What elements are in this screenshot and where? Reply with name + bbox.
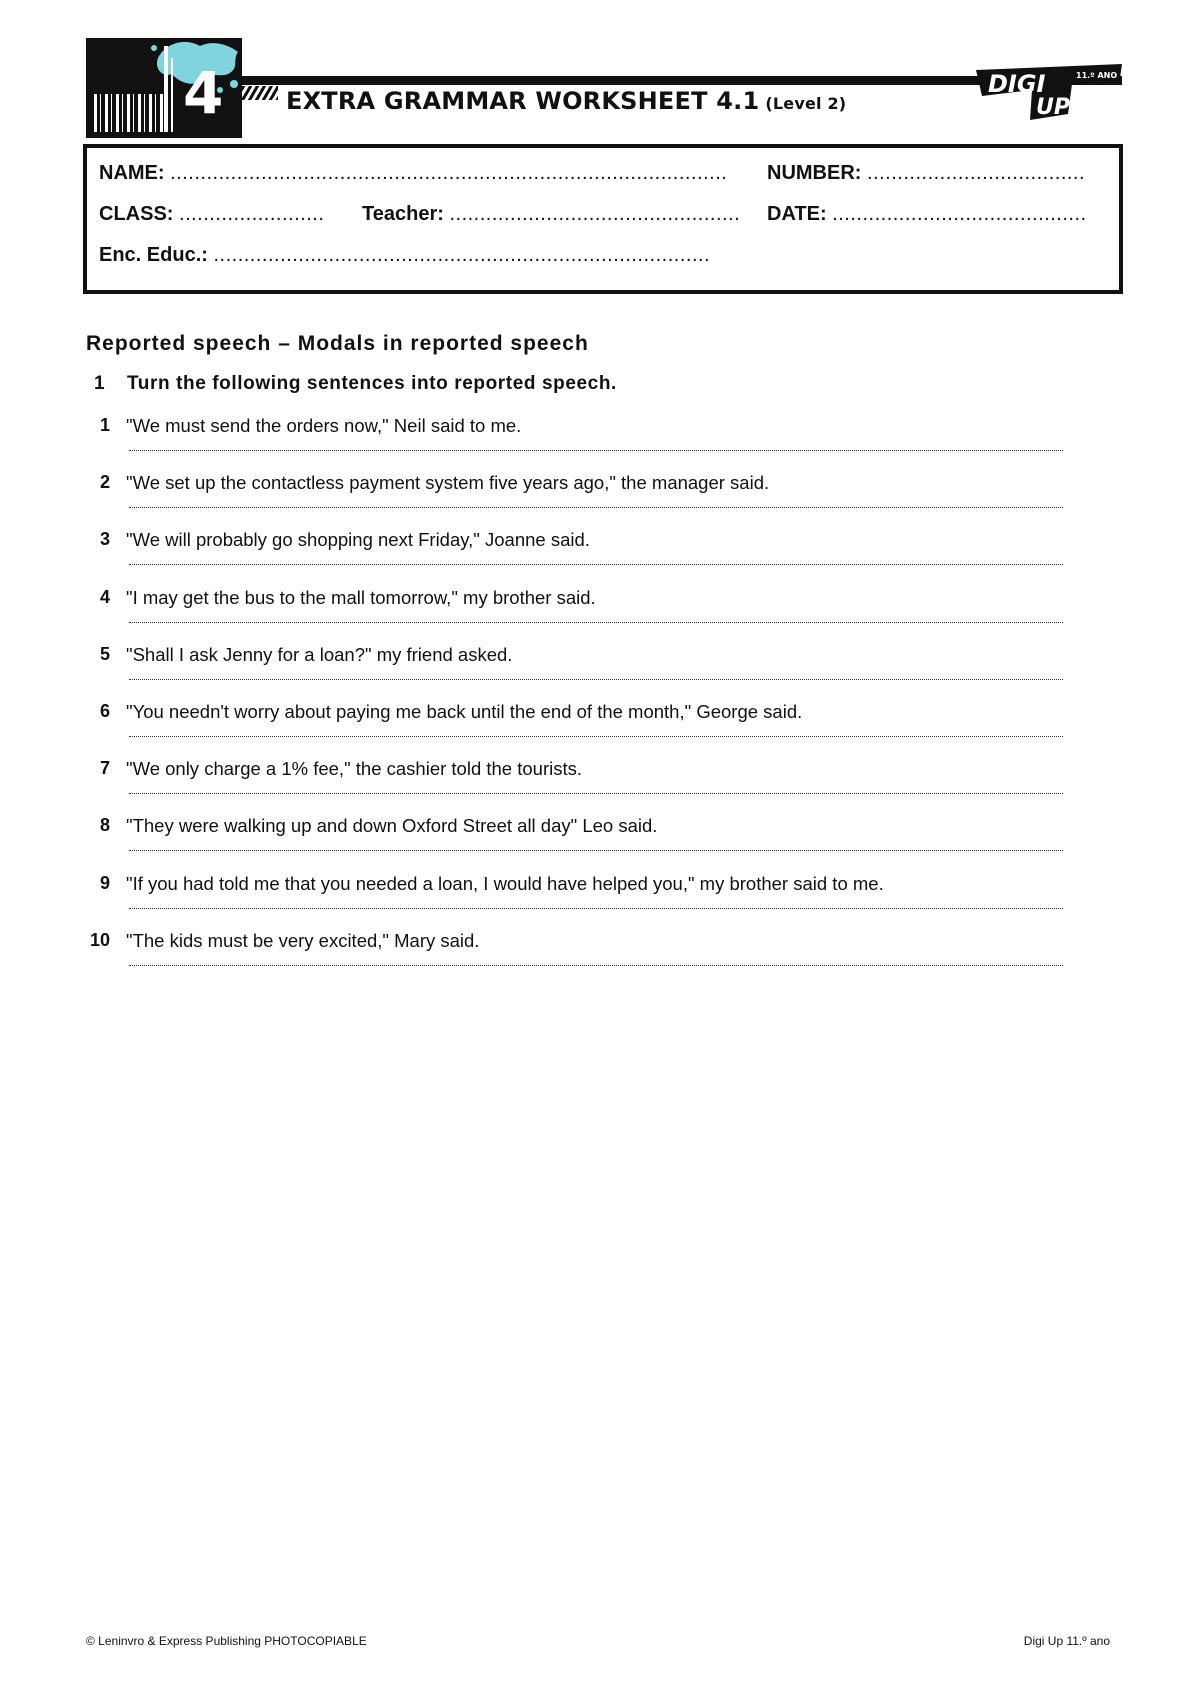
teacher-field[interactable]: ................................................ [449,203,741,225]
answer-line[interactable] [129,564,1063,565]
question-number: 10 [89,929,110,950]
question-number: 6 [99,701,110,721]
svg-text:11.º ANO: 11.º ANO [1076,71,1118,80]
question-text: "They were walking up and down Oxford Street all day" Leo said. [126,815,658,837]
question-text: "Shall I ask Jenny for a loan?" my friend asked. [126,643,513,665]
worksheet-level: (Level 2) [765,94,847,113]
answer-line[interactable] [129,450,1063,451]
student-info-box [83,144,1123,294]
exercise-number: 1 [94,373,105,394]
enc-educ-row [99,244,710,267]
question-item [80,873,1080,931]
question-text: "We only charge a 1% fee," the cashier told the tourists. [126,758,583,780]
date-label: DATE: [767,203,827,225]
enc-educ-label: Enc. Educ.: [99,244,208,266]
answer-line[interactable] [129,908,1063,909]
question-text: "The kids must be very excited," Mary said. [126,929,480,951]
question-text: "You needn't worry about paying me back until the end of the month," George said. [126,701,803,722]
question-number: 7 [99,758,110,779]
svg-text:DIGI: DIGI [988,70,1046,98]
number-row [767,162,1085,185]
question-text: "We will probably go shopping next Friday," Joanne said. [126,529,590,551]
question-text: "We set up the contactless payment system five years ago," the manager said. [126,472,770,494]
unit-number: 4 [183,59,224,127]
unit-badge [86,38,242,138]
badge-stripe [171,58,173,132]
question-number: 3 [99,529,110,550]
question-item [80,529,1080,587]
question-item [80,644,1080,702]
question-number: 4 [99,586,110,607]
svg-text:UP: UP [1036,95,1070,120]
answer-line[interactable] [129,622,1063,623]
barcode-graphic [94,94,164,132]
class-field[interactable]: ........................ [179,203,325,225]
answer-line[interactable] [129,793,1063,794]
name-row [99,162,727,185]
question-number: 9 [99,872,110,893]
worksheet-title-text: EXTRA GRAMMAR WORKSHEET 4.1 [286,87,760,115]
class-row [99,203,324,226]
section-title: Reported speech – Modals in reported speech [86,332,589,355]
number-label: NUMBER: [767,162,862,184]
question-text: "If you had told me that you needed a loan, I would have helped you," my brother said to me. [126,872,884,894]
question-item [80,758,1080,816]
enc-educ-field[interactable]: .................................................................................. [213,244,711,266]
question-item [80,930,1080,988]
question-number: 5 [99,643,110,664]
digi-up-logo [972,54,1124,122]
date-field[interactable]: .......................................... [832,203,1087,225]
teacher-label: Teacher: [362,203,444,225]
name-field[interactable]: ............................................................................................ [170,162,728,184]
answer-line[interactable] [129,507,1063,508]
badge-stripe [164,46,168,132]
answer-line[interactable] [129,679,1063,680]
number-field[interactable]: .................................... [867,162,1086,184]
worksheet-title [286,87,846,115]
answer-line[interactable] [129,965,1063,966]
question-number: 1 [99,415,110,435]
question-item [80,587,1080,645]
question-text: "We must send the orders now," Neil said to me. [126,415,522,436]
date-row [767,203,1087,226]
question-number: 2 [99,472,110,493]
header-stripes [242,86,278,100]
teacher-row [362,203,740,226]
answer-line[interactable] [129,736,1063,737]
answer-line[interactable] [129,850,1063,851]
class-label: CLASS: [99,203,174,225]
name-label: NAME: [99,162,165,184]
question-item [80,472,1080,530]
question-item [80,415,1080,473]
exercise-instruction: Turn the following sentences into reported speech. [127,373,617,394]
question-text: "I may get the bus to the mall tomorrow," my brother said. [126,586,596,608]
question-number: 8 [99,815,110,836]
question-item [80,701,1080,759]
footer-book-title: Digi Up 11.º ano [1023,1634,1110,1648]
footer-copyright: © Leninvro & Express Publishing PHOTOCOPIABLE [86,1634,367,1648]
question-item [80,815,1080,873]
